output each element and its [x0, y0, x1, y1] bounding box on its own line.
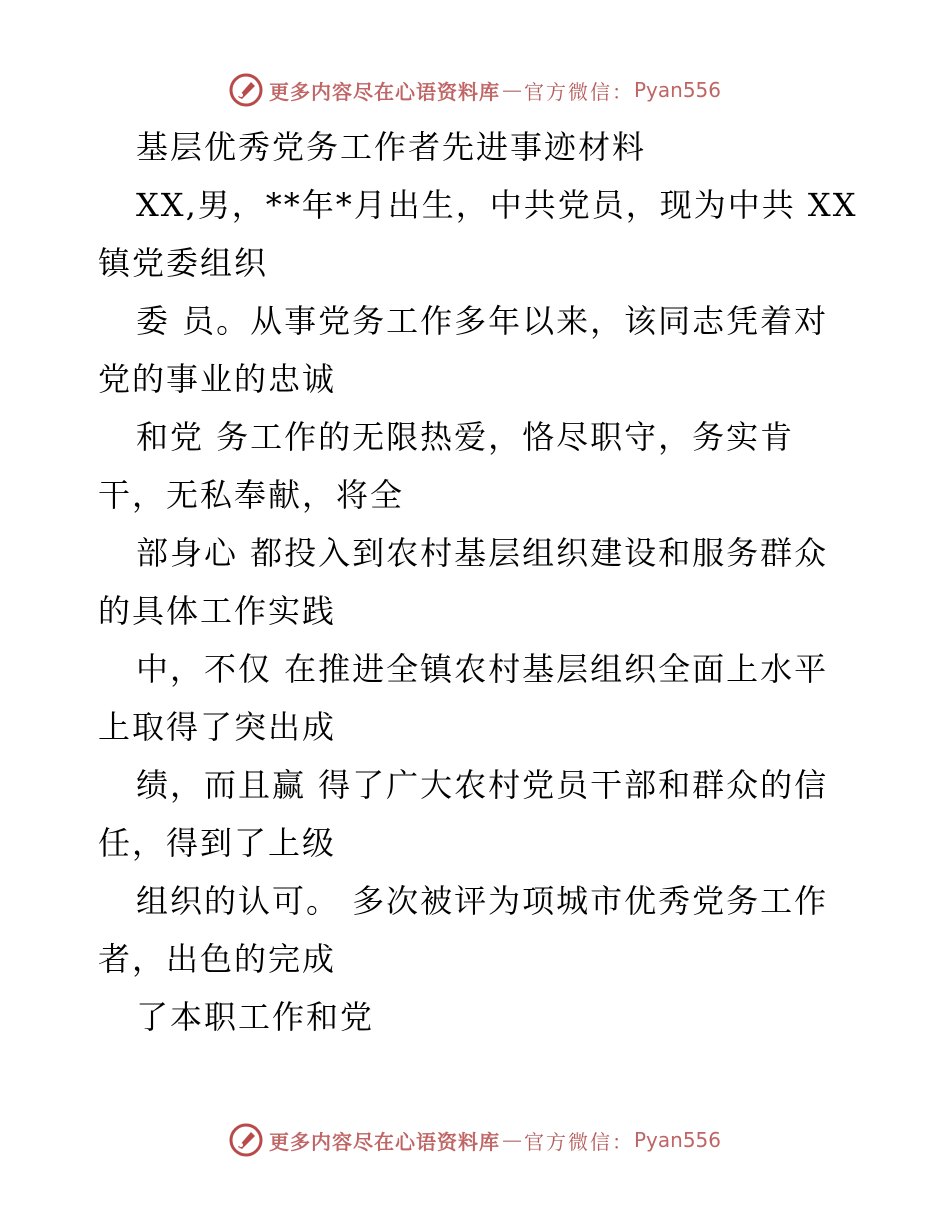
paragraph-line: 部身心 都投入到农村基层组织建设和服务群众	[136, 534, 829, 572]
watermark-dash: —	[501, 1128, 522, 1152]
paragraph-line: 干，无私奉献，将全	[98, 476, 405, 514]
paragraph-line: 党的事业的忠诚	[98, 360, 337, 398]
watermark-official: 官方微信：	[523, 1129, 634, 1154]
paragraph-line: 委 员。从事党务工作多年以来，该同志凭着对	[136, 302, 829, 340]
paragraph-line: 镇党委组织	[98, 244, 269, 282]
watermark-text: 更多内容尽在心语资料库	[268, 1129, 500, 1154]
paragraph-line: 了本职工作和党	[136, 998, 375, 1036]
document-title: 基层优秀党务工作者先进事迹材料	[136, 128, 647, 166]
watermark-footer	[0, 1120, 950, 1160]
logo-icon	[229, 1123, 263, 1157]
paragraph-line: XX,男，**年*月出生，中共党员，现为中共 XX	[136, 186, 858, 224]
paragraph-line: 任，得到了上级	[98, 824, 337, 862]
paragraph-line: 组织的认可。 多次被评为项城市优秀党务工作	[136, 882, 829, 920]
paragraph-line: 的具体工作实践	[98, 592, 337, 630]
watermark-text: 更多内容尽在心语资料库	[268, 79, 500, 104]
watermark-header	[0, 70, 950, 110]
paragraph-line: 上取得了突出成	[98, 708, 337, 746]
logo-icon	[229, 73, 263, 107]
paragraph-line: 中，不仅 在推进全镇农村基层组织全面上水平	[136, 650, 829, 688]
watermark-official: 官方微信：	[523, 79, 634, 104]
paragraph-line: 者，出色的完成	[98, 940, 337, 978]
document-body	[98, 118, 858, 1046]
watermark-dash: —	[501, 78, 522, 102]
paragraph-line: 和党 务工作的无限热爱，恪尽职守，务实肯	[136, 418, 795, 456]
paragraph-line: 绩，而且赢 得了广大农村党员干部和群众的信	[136, 766, 829, 804]
watermark-id: Pyan556	[633, 1128, 721, 1152]
watermark-id: Pyan556	[633, 78, 721, 102]
